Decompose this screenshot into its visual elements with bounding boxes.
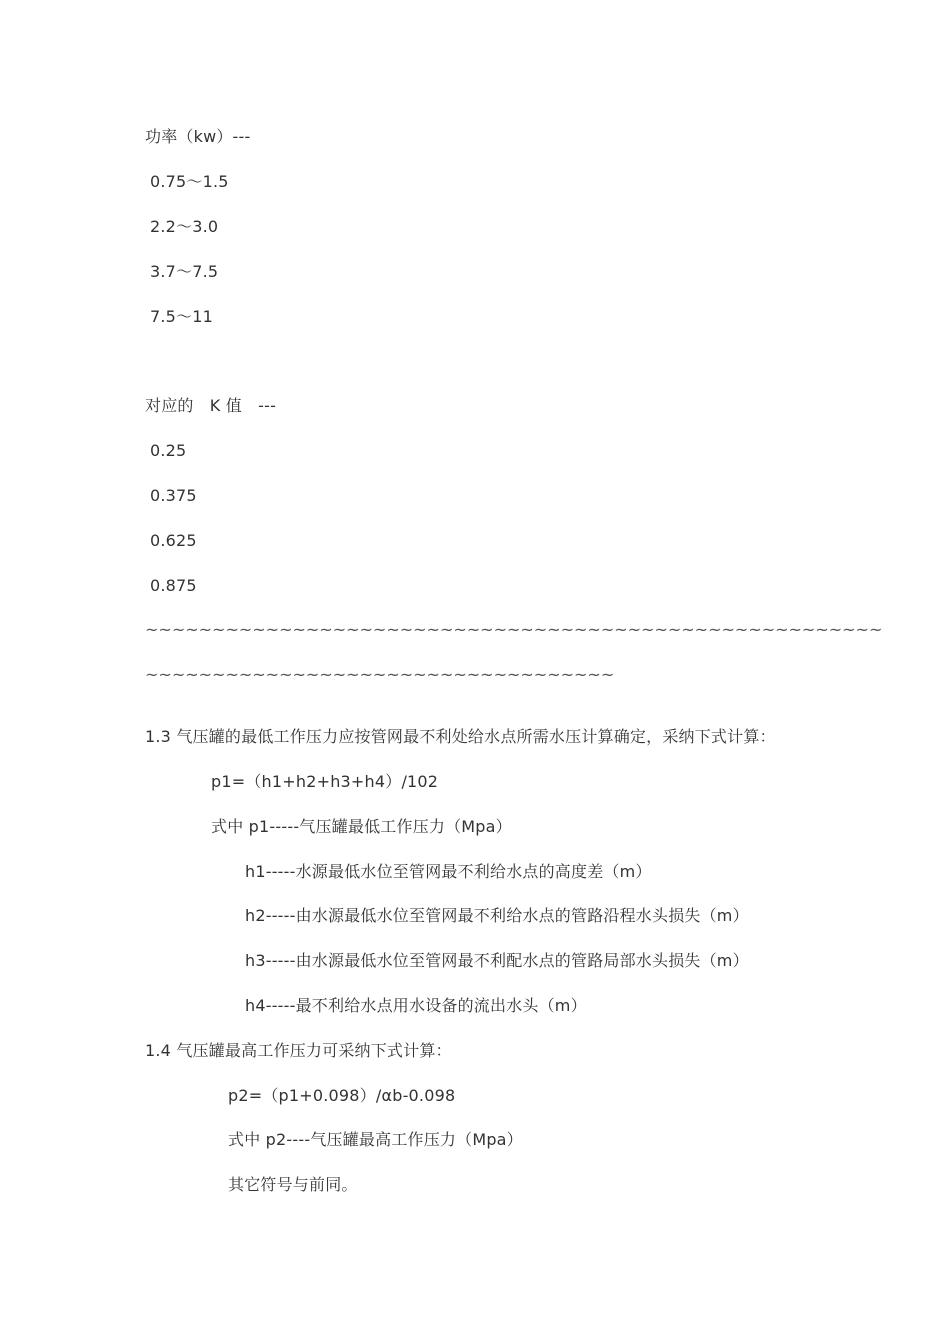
power-value: 7.5～11 [150,307,214,326]
formula-p2: p2=（p1+0.098）/αb-0.098 [228,1086,456,1105]
k-value: 0.25 [150,441,187,460]
k-value: 0.375 [150,486,197,505]
formula-term: h2-----由水源最低水位至管网最不利给水点的管路沿程水头损失（m） [245,906,749,925]
separator-line: ~~~~~~~~~~~~~~~~~~~~~~~~~~~~~~~~~~~ [145,665,615,684]
formula-term: h1-----水源最低水位至管网最不利给水点的高度差（m） [245,862,652,881]
power-value: 2.2～3.0 [150,217,219,236]
power-header: 功率（kw）--- [145,127,251,146]
k-value-header: 对应的 K 值 --- [145,396,277,415]
k-value: 0.625 [150,531,197,550]
formula-where-line: 式中 p1-----气压罐最低工作压力（Mpa） [211,817,512,836]
section-1-3-heading: 1.3 气压罐的最低工作压力应按管网最不利处给水点所需水压计算确定，采纳下式计算： [145,727,776,746]
formula-term: h3-----由水源最低水位至管网最不利配水点的管路局部水头损失（m） [245,951,749,970]
power-value: 3.7～7.5 [150,262,219,281]
formula-note: 其它符号与前同。 [228,1175,358,1194]
section-1-4-heading: 1.4 气压罐最高工作压力可采纳下式计算： [145,1041,452,1060]
formula-p1: p1=（h1+h2+h3+h4）/102 [211,772,439,791]
formula-term: h4-----最不利给水点用水设备的流出水头（m） [245,996,587,1015]
power-value: 0.75～1.5 [150,172,229,191]
formula-where-line: 式中 p2----气压罐最高工作压力（Mpa） [228,1130,523,1149]
k-value: 0.875 [150,576,197,595]
separator-line: ~~~~~~~~~~~~~~~~~~~~~~~~~~~~~~~~~~~~~~~~~~~~~~~~~~~~~~~ [145,620,883,639]
